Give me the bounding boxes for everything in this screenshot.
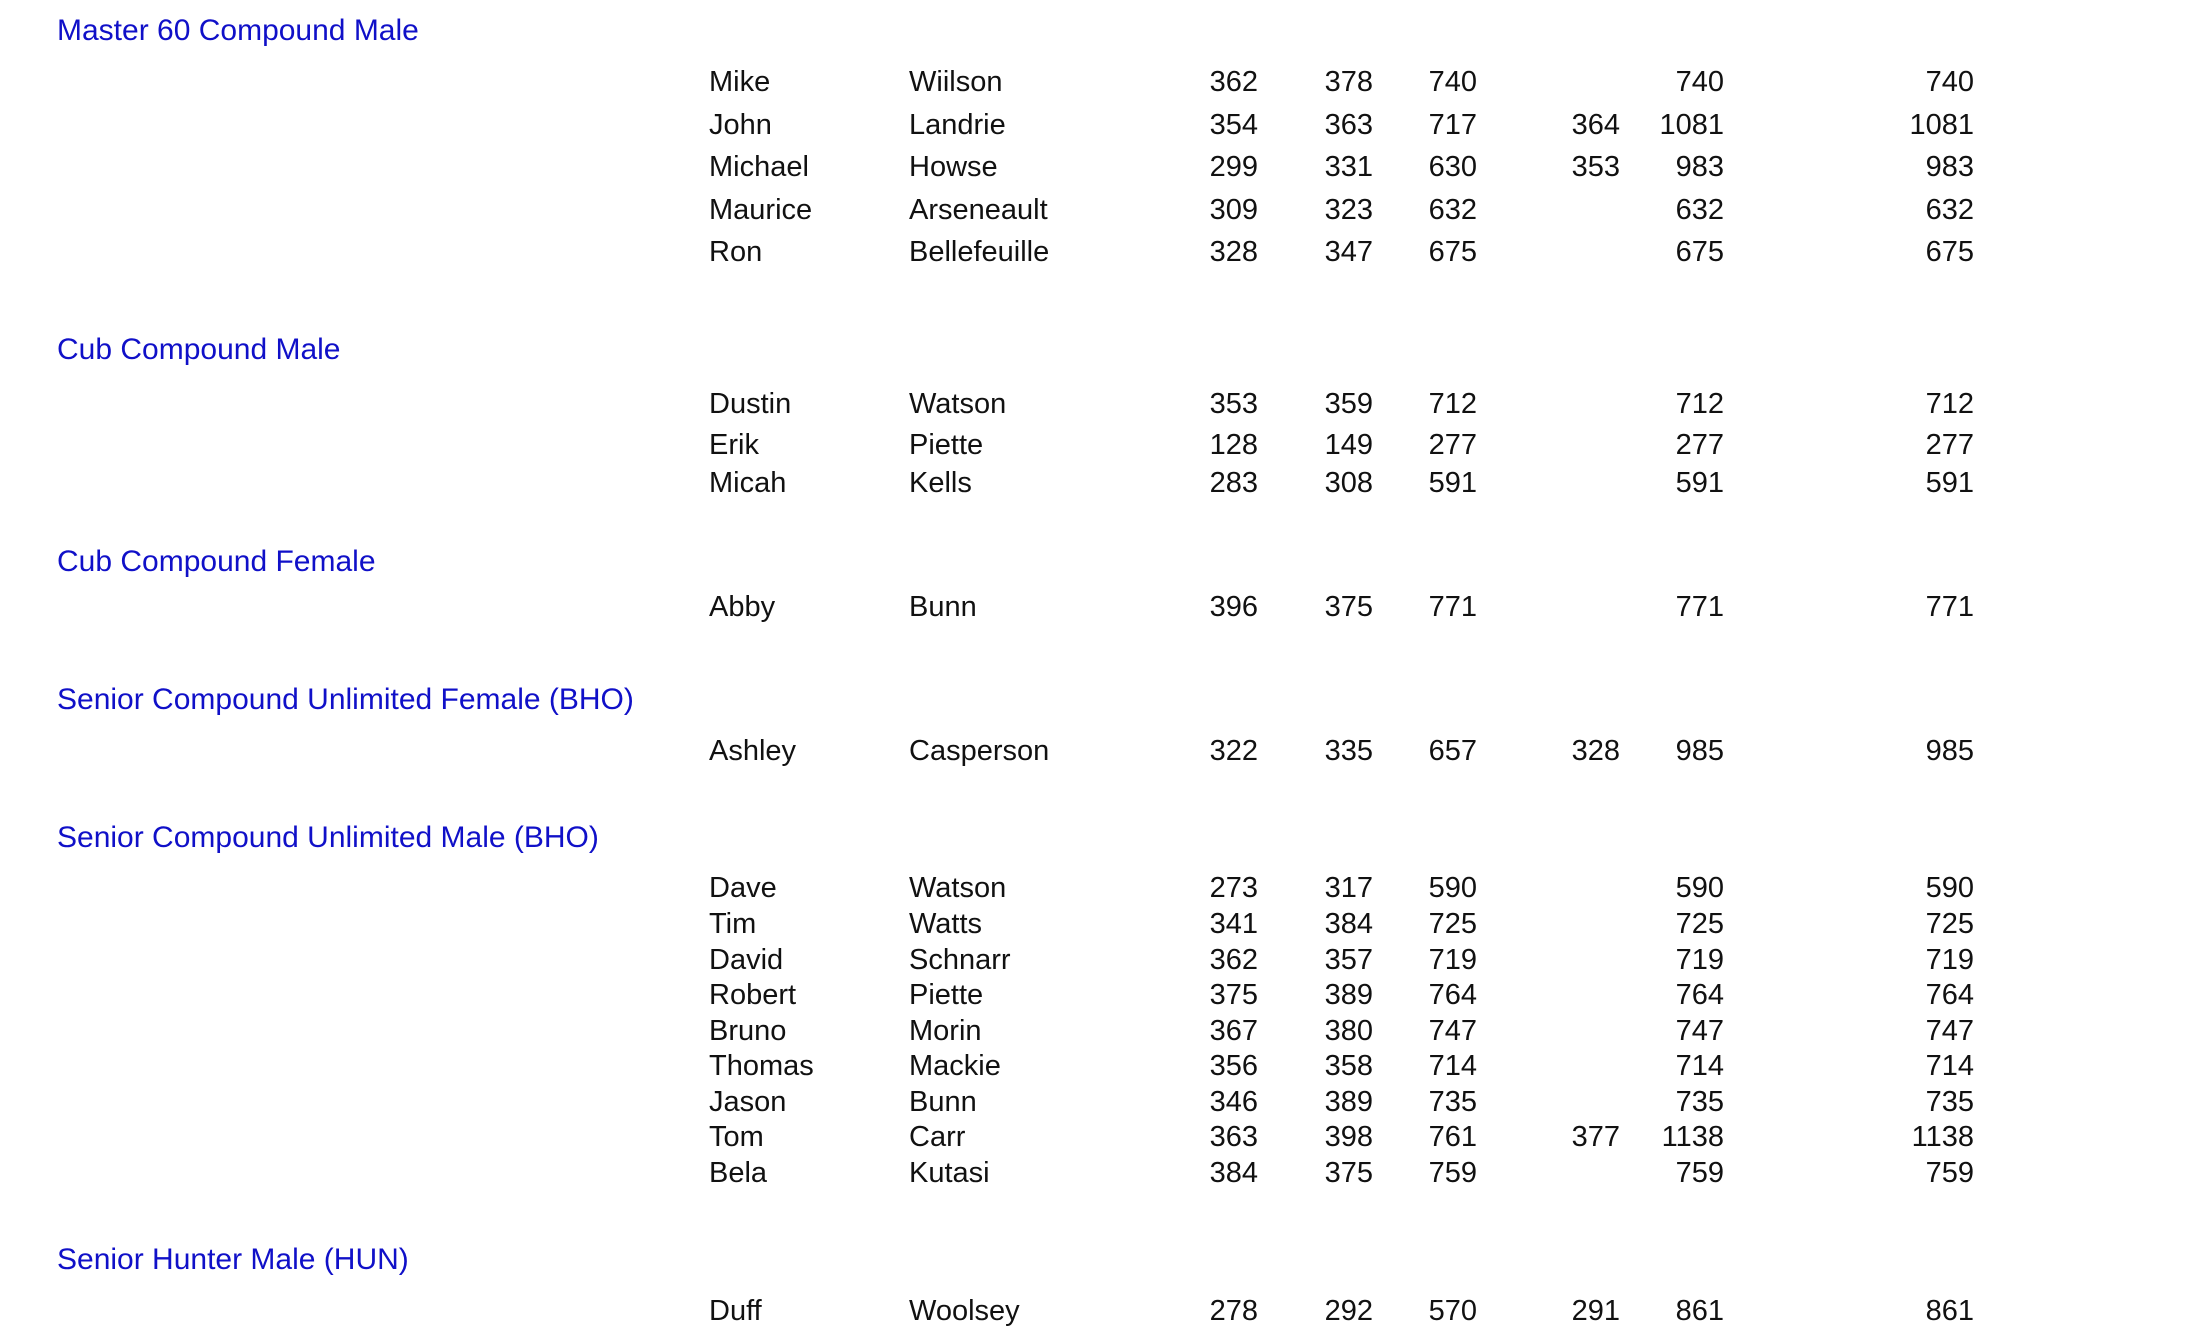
total-cell: 735: [1675, 1086, 1724, 1118]
section-heading: Cub Compound Female: [57, 545, 376, 578]
score-1-cell: 362: [1209, 944, 1258, 976]
total-cell: 632: [1675, 194, 1724, 226]
first-name-cell: Maurice: [709, 194, 813, 226]
section-heading: Cub Compound Male: [57, 333, 341, 366]
total-cell: 714: [1675, 1050, 1724, 1082]
extra-score-cell: 364: [1571, 109, 1620, 141]
last-name-cell: Kells: [909, 467, 972, 499]
first-name-cell: Jason: [709, 1086, 787, 1118]
subtotal-cell: 725: [1428, 908, 1477, 940]
subtotal-cell: 764: [1428, 979, 1477, 1011]
table-row: [0, 910, 2200, 946]
total-cell: 985: [1675, 735, 1724, 767]
score-2-cell: 292: [1324, 1295, 1373, 1327]
subtotal-cell: 630: [1428, 151, 1477, 183]
table-row: [0, 111, 2200, 147]
first-name-cell: Dave: [709, 872, 777, 904]
table-row: [0, 196, 2200, 232]
final-total-cell: 591: [1925, 467, 1974, 499]
final-total-cell: 764: [1925, 979, 1974, 1011]
score-1-cell: 375: [1209, 979, 1258, 1011]
last-name-cell: Watson: [909, 388, 1007, 420]
first-name-cell: Abby: [709, 591, 776, 623]
score-1-cell: 362: [1209, 66, 1258, 98]
subtotal-cell: 675: [1428, 236, 1477, 268]
first-name-cell: Bela: [709, 1157, 768, 1189]
final-total-cell: 719: [1925, 944, 1974, 976]
first-name-cell: Micah: [709, 467, 787, 499]
last-name-cell: Piette: [909, 429, 984, 461]
subtotal-cell: 712: [1428, 388, 1477, 420]
subtotal-cell: 632: [1428, 194, 1477, 226]
score-2-cell: 358: [1324, 1050, 1373, 1082]
score-2-cell: 335: [1324, 735, 1373, 767]
total-cell: 740: [1675, 66, 1724, 98]
last-name-cell: Casperson: [909, 735, 1050, 767]
table-row: [0, 469, 2200, 505]
table-row: [0, 1123, 2200, 1159]
first-name-cell: Ashley: [709, 735, 797, 767]
extra-score-cell: 353: [1571, 151, 1620, 183]
final-total-cell: 771: [1925, 591, 1974, 623]
score-1-cell: 367: [1209, 1015, 1258, 1047]
score-2-cell: 308: [1324, 467, 1373, 499]
last-name-cell: Watson: [909, 872, 1007, 904]
final-total-cell: 985: [1925, 735, 1974, 767]
table-row: [0, 874, 2200, 910]
score-2-cell: 357: [1324, 944, 1373, 976]
first-name-cell: Tom: [709, 1121, 764, 1153]
subtotal-cell: 735: [1428, 1086, 1477, 1118]
score-1-cell: 356: [1209, 1050, 1258, 1082]
total-cell: 771: [1675, 591, 1724, 623]
total-cell: 759: [1675, 1157, 1724, 1189]
final-total-cell: 861: [1925, 1295, 1974, 1327]
score-2-cell: 331: [1324, 151, 1373, 183]
score-1-cell: 278: [1209, 1295, 1258, 1327]
total-cell: 861: [1675, 1295, 1724, 1327]
table-row: [0, 1159, 2200, 1195]
total-cell: 983: [1675, 151, 1724, 183]
score-2-cell: 375: [1324, 591, 1373, 623]
total-cell: 725: [1675, 908, 1724, 940]
subtotal-cell: 747: [1428, 1015, 1477, 1047]
score-1-cell: 384: [1209, 1157, 1258, 1189]
last-name-cell: Bunn: [909, 591, 977, 623]
section-heading: Senior Hunter Male (HUN): [57, 1243, 409, 1276]
total-cell: 747: [1675, 1015, 1724, 1047]
subtotal-cell: 719: [1428, 944, 1477, 976]
subtotal-cell: 590: [1428, 872, 1477, 904]
score-2-cell: 359: [1324, 388, 1373, 420]
first-name-cell: Ron: [709, 236, 763, 268]
final-total-cell: 632: [1925, 194, 1974, 226]
table-row: [0, 153, 2200, 189]
score-2-cell: 398: [1324, 1121, 1373, 1153]
score-1-cell: 328: [1209, 236, 1258, 268]
score-1-cell: 363: [1209, 1121, 1258, 1153]
final-total-cell: 759: [1925, 1157, 1974, 1189]
final-total-cell: 712: [1925, 388, 1974, 420]
last-name-cell: Bunn: [909, 1086, 977, 1118]
final-total-cell: 714: [1925, 1050, 1974, 1082]
table-row: [0, 1297, 2200, 1333]
section-heading: Master 60 Compound Male: [57, 14, 419, 47]
section-heading: Senior Compound Unlimited Female (BHO): [57, 683, 634, 716]
table-row: [0, 238, 2200, 274]
subtotal-cell: 591: [1428, 467, 1477, 499]
score-1-cell: 346: [1209, 1086, 1258, 1118]
last-name-cell: Mackie: [909, 1050, 1001, 1082]
subtotal-cell: 570: [1428, 1295, 1477, 1327]
last-name-cell: Arseneault: [909, 194, 1048, 226]
subtotal-cell: 714: [1428, 1050, 1477, 1082]
last-name-cell: Wiilson: [909, 66, 1003, 98]
score-1-cell: 341: [1209, 908, 1258, 940]
score-1-cell: 128: [1209, 429, 1258, 461]
first-name-cell: Michael: [709, 151, 809, 183]
first-name-cell: Robert: [709, 979, 797, 1011]
score-1-cell: 283: [1209, 467, 1258, 499]
final-total-cell: 725: [1925, 908, 1974, 940]
last-name-cell: Woolsey: [909, 1295, 1020, 1327]
last-name-cell: Howse: [909, 151, 998, 183]
subtotal-cell: 771: [1428, 591, 1477, 623]
total-cell: 277: [1675, 429, 1724, 461]
subtotal-cell: 740: [1428, 66, 1477, 98]
first-name-cell: Duff: [709, 1295, 762, 1327]
table-row: [0, 431, 2200, 467]
score-1-cell: 299: [1209, 151, 1258, 183]
total-cell: 590: [1675, 872, 1724, 904]
last-name-cell: Bellefeuille: [909, 236, 1050, 268]
table-row: [0, 68, 2200, 104]
last-name-cell: Morin: [909, 1015, 982, 1047]
extra-score-cell: 328: [1571, 735, 1620, 767]
score-2-cell: 389: [1324, 1086, 1373, 1118]
first-name-cell: John: [709, 109, 772, 141]
table-row: [0, 1017, 2200, 1053]
table-row: [0, 946, 2200, 982]
score-1-cell: 309: [1209, 194, 1258, 226]
table-row: [0, 1052, 2200, 1088]
subtotal-cell: 717: [1428, 109, 1477, 141]
subtotal-cell: 277: [1428, 429, 1477, 461]
score-2-cell: 317: [1324, 872, 1373, 904]
total-cell: 712: [1675, 388, 1724, 420]
final-total-cell: 675: [1925, 236, 1974, 268]
final-total-cell: 747: [1925, 1015, 1974, 1047]
last-name-cell: Piette: [909, 979, 984, 1011]
total-cell: 719: [1675, 944, 1724, 976]
subtotal-cell: 657: [1428, 735, 1477, 767]
total-cell: 591: [1675, 467, 1724, 499]
final-total-cell: 1081: [1909, 109, 1974, 141]
subtotal-cell: 759: [1428, 1157, 1477, 1189]
first-name-cell: Bruno: [709, 1015, 787, 1047]
score-2-cell: 363: [1324, 109, 1373, 141]
total-cell: 764: [1675, 979, 1724, 1011]
extra-score-cell: 291: [1571, 1295, 1620, 1327]
table-row: [0, 1088, 2200, 1124]
total-cell: 1081: [1659, 109, 1724, 141]
last-name-cell: Schnarr: [909, 944, 1011, 976]
table-row: [0, 593, 2200, 629]
final-total-cell: 590: [1925, 872, 1974, 904]
final-total-cell: 1138: [1911, 1121, 1974, 1153]
score-2-cell: 375: [1324, 1157, 1373, 1189]
final-total-cell: 277: [1925, 429, 1974, 461]
score-1-cell: 273: [1209, 872, 1258, 904]
score-1-cell: 354: [1209, 109, 1258, 141]
score-2-cell: 380: [1324, 1015, 1373, 1047]
first-name-cell: Mike: [709, 66, 771, 98]
extra-score-cell: 377: [1571, 1121, 1620, 1153]
first-name-cell: Tim: [709, 908, 757, 940]
first-name-cell: David: [709, 944, 784, 976]
total-cell: 1138: [1661, 1121, 1724, 1153]
score-1-cell: 322: [1209, 735, 1258, 767]
score-2-cell: 323: [1324, 194, 1373, 226]
score-2-cell: 384: [1324, 908, 1373, 940]
table-row: [0, 390, 2200, 426]
table-row: [0, 737, 2200, 773]
last-name-cell: Watts: [909, 908, 983, 940]
last-name-cell: Landrie: [909, 109, 1006, 141]
final-total-cell: 740: [1925, 66, 1974, 98]
last-name-cell: Kutasi: [909, 1157, 990, 1189]
score-1-cell: 396: [1209, 591, 1258, 623]
final-total-cell: 735: [1925, 1086, 1974, 1118]
table-row: [0, 981, 2200, 1017]
first-name-cell: Erik: [709, 429, 759, 461]
score-2-cell: 347: [1324, 236, 1373, 268]
final-total-cell: 983: [1925, 151, 1974, 183]
first-name-cell: Dustin: [709, 388, 792, 420]
subtotal-cell: 761: [1428, 1121, 1477, 1153]
score-2-cell: 378: [1324, 66, 1373, 98]
score-2-cell: 389: [1324, 979, 1373, 1011]
total-cell: 675: [1675, 236, 1724, 268]
first-name-cell: Thomas: [709, 1050, 814, 1082]
score-1-cell: 353: [1209, 388, 1258, 420]
last-name-cell: Carr: [909, 1121, 966, 1153]
section-heading: Senior Compound Unlimited Male (BHO): [57, 821, 599, 854]
score-2-cell: 149: [1324, 429, 1373, 461]
